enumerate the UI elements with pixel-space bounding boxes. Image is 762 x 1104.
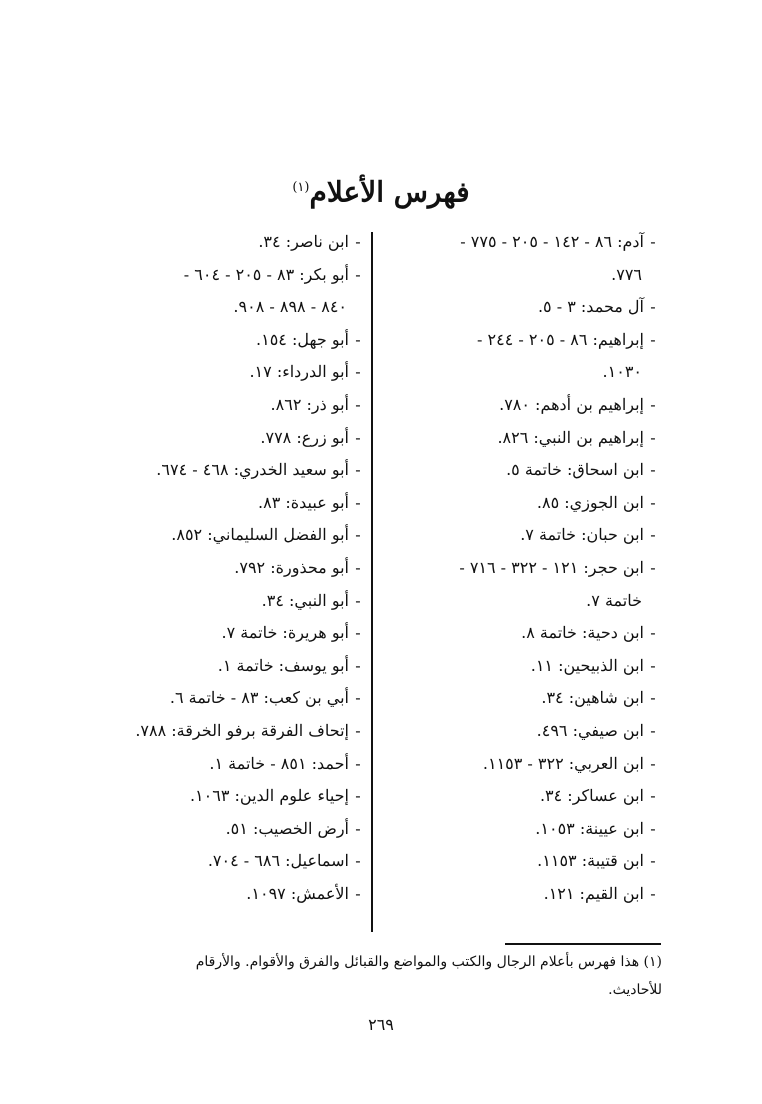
entry-text: ابن الجوزي: ٨٥. xyxy=(536,492,644,512)
entry-text: أبو جهل: ١٥٤. xyxy=(256,329,349,349)
index-entry-continuation xyxy=(380,259,662,292)
entry-dash: - xyxy=(355,623,361,643)
entry-dash: - xyxy=(355,688,361,708)
entry-dash: - xyxy=(650,492,656,512)
entry-dash: - xyxy=(650,720,656,740)
entry-text: أبو النبي: ٣٤. xyxy=(261,590,349,610)
entry-text: ابن القيم: ١٢١. xyxy=(543,883,644,903)
entry-text: إحياء علوم الدين: ١٠٦٣. xyxy=(189,786,349,806)
entry-text: إبراهيم: ٨٦ - ٢٠٥ - ٢٤٤ - xyxy=(477,329,644,349)
entry-dash: - xyxy=(355,557,361,577)
entry-text: أبو الفضل السليماني: ٨٥٢. xyxy=(171,525,349,545)
entry-dash: - xyxy=(355,851,361,871)
index-entry xyxy=(380,780,662,813)
entry-text: ابن شاهين: ٣٤. xyxy=(541,688,644,708)
page-number: ٢٦٩ xyxy=(368,1015,394,1034)
entry-dash: - xyxy=(355,818,361,838)
index-entry xyxy=(380,682,662,715)
index-entry xyxy=(75,422,367,455)
index-entry xyxy=(75,845,367,878)
entry-dash: - xyxy=(650,851,656,871)
index-entry-continuation xyxy=(75,291,367,324)
index-entry xyxy=(75,682,367,715)
entry-dash: - xyxy=(355,232,361,251)
index-entry xyxy=(75,552,367,585)
entry-dash: - xyxy=(650,557,656,577)
entry-text: أبو يوسف: خاتمة ١. xyxy=(217,655,349,675)
index-entry xyxy=(75,715,367,748)
index-entry xyxy=(75,389,367,422)
index-entry xyxy=(380,422,662,455)
index-entry xyxy=(75,454,367,487)
entry-dash: - xyxy=(650,753,656,773)
index-entry xyxy=(380,650,662,683)
page-title xyxy=(0,168,762,212)
index-entry xyxy=(75,519,367,552)
entry-text: ابن عساكر: ٣٤. xyxy=(539,786,644,806)
entry-text: آل محمد: ٣ - ٥. xyxy=(537,297,644,317)
footnote-line-1: (١) هذا فهرس بأعلام الرجال والكتب والمواضع والقبائل والفرق والأقوام. والأرقام xyxy=(195,954,662,970)
entry-text: أبو هريرة: خاتمة ٧. xyxy=(221,623,349,643)
index-entry-continuation xyxy=(380,585,662,618)
entry-dash: - xyxy=(650,688,656,708)
entry-text: أبو الدرداء: ١٧. xyxy=(249,362,349,382)
entry-dash: - xyxy=(650,297,656,317)
index-entry xyxy=(75,356,367,389)
entry-text: إبراهيم بن النبي: ٨٢٦. xyxy=(497,427,644,447)
index-entry xyxy=(75,878,367,911)
index-entry xyxy=(380,291,662,324)
entry-text: آدم: ٨٦ - ١٤٢ - ٢٠٥ - ٧٧٥ - xyxy=(460,232,644,251)
entry-dash: - xyxy=(355,753,361,773)
entry-dash: - xyxy=(355,394,361,414)
index-entry xyxy=(380,748,662,781)
footnote-separator xyxy=(505,943,661,945)
entry-text: الأعمش: ١٠٩٧. xyxy=(246,883,349,903)
index-entry xyxy=(380,226,662,259)
entry-text: أبو زرع: ٧٧٨. xyxy=(260,427,349,447)
entry-text: إتحاف الفرقة برفو الخرقة: ٧٨٨. xyxy=(135,720,349,740)
entry-text: ابن العربي: ٣٢٢ - ١١٥٣. xyxy=(482,753,644,773)
entry-text: إبراهيم بن أدهم: ٧٨٠. xyxy=(499,394,644,414)
entry-dash: - xyxy=(355,883,361,903)
entry-text: خاتمة ٧. xyxy=(586,590,642,610)
index-entry xyxy=(75,324,367,357)
index-entry-continuation xyxy=(380,356,662,389)
index-entry xyxy=(380,389,662,422)
entry-dash: - xyxy=(355,655,361,675)
index-entry xyxy=(75,585,367,618)
index-entry xyxy=(380,519,662,552)
entry-dash: - xyxy=(355,329,361,349)
entry-dash: - xyxy=(650,394,656,414)
entry-text: ابن صيفي: ٤٩٦. xyxy=(536,720,644,740)
entry-text: أبو سعيد الخدري: ٤٦٨ - ٦٧٤. xyxy=(156,460,349,480)
index-entry xyxy=(380,552,662,585)
entry-text: أبو عبيدة: ٨٣. xyxy=(258,492,349,512)
entry-text: أرض الخصيب: ٥١. xyxy=(225,818,349,838)
index-entry xyxy=(380,715,662,748)
entry-text: ابن حبان: خاتمة ٧. xyxy=(520,525,644,545)
index-entry xyxy=(380,487,662,520)
entry-dash: - xyxy=(650,786,656,806)
index-entry xyxy=(75,617,367,650)
column-divider xyxy=(371,232,373,932)
index-entry xyxy=(75,487,367,520)
entry-dash: - xyxy=(650,883,656,903)
entry-text: ابن عيينة: ١٠٥٣. xyxy=(535,818,644,838)
entry-text: أحمد: ٨٥١ - خاتمة ١. xyxy=(209,753,349,773)
entry-dash: - xyxy=(355,492,361,512)
entry-text: ٨٤٠ - ٨٩٨ - ٩٠٨. xyxy=(233,297,347,317)
entry-dash: - xyxy=(355,786,361,806)
entry-text: ٧٧٦. xyxy=(611,264,642,284)
entry-dash: - xyxy=(650,232,656,251)
entry-text: ابن دحية: خاتمة ٨. xyxy=(521,623,644,643)
index-column-right xyxy=(380,226,662,910)
entry-text: ابن اسحاق: خاتمة ٥. xyxy=(506,460,644,480)
entry-dash: - xyxy=(355,362,361,382)
entry-dash: - xyxy=(650,329,656,349)
index-entry xyxy=(380,845,662,878)
entry-dash: - xyxy=(650,525,656,545)
entry-text: ابن حجر: ١٢١ - ٣٢٢ - ٧١٦ - xyxy=(459,557,644,577)
entry-text: ١٠٣٠. xyxy=(602,362,642,382)
entry-text: ابن الذبيحين: ١١. xyxy=(530,655,644,675)
entry-dash: - xyxy=(355,720,361,740)
index-entry xyxy=(75,226,367,259)
entry-dash: - xyxy=(650,818,656,838)
entry-dash: - xyxy=(650,460,656,480)
footnote-line-2: للأحاديث. xyxy=(608,982,662,998)
entry-text: أبو محذورة: ٧٩٢. xyxy=(234,557,349,577)
entry-dash: - xyxy=(355,590,361,610)
entry-text: ابن قتيبة: ١١٥٣. xyxy=(537,851,644,871)
entry-dash: - xyxy=(650,655,656,675)
entry-dash: - xyxy=(650,623,656,643)
index-entry xyxy=(75,748,367,781)
index-entry xyxy=(75,813,367,846)
title-text: فهرس الأعلام xyxy=(309,175,470,209)
index-entry xyxy=(75,259,367,292)
entry-dash: - xyxy=(355,525,361,545)
index-entry xyxy=(75,780,367,813)
footnote xyxy=(62,948,662,1004)
index-column-left xyxy=(75,226,367,910)
entry-dash: - xyxy=(355,427,361,447)
index-entry xyxy=(380,813,662,846)
entry-text: أبي بن كعب: ٨٣ - خاتمة ٦. xyxy=(169,688,349,708)
entry-text: ابن ناصر: ٣٤. xyxy=(258,232,349,251)
index-entry xyxy=(75,650,367,683)
entry-text: اسماعيل: ٦٨٦ - ٧٠٤. xyxy=(207,851,349,871)
entry-text: أبو ذر: ٨٦٢. xyxy=(270,394,349,414)
entry-dash: - xyxy=(355,460,361,480)
entry-dash: - xyxy=(355,264,361,284)
entry-dash: - xyxy=(650,427,656,447)
index-entry xyxy=(380,878,662,911)
index-entry xyxy=(380,324,662,357)
index-entry xyxy=(380,617,662,650)
title-footnote-marker: (١) xyxy=(292,180,310,195)
index-entry xyxy=(380,454,662,487)
entry-text: أبو بكر: ٨٣ - ٢٠٥ - ٦٠٤ - xyxy=(183,264,349,284)
